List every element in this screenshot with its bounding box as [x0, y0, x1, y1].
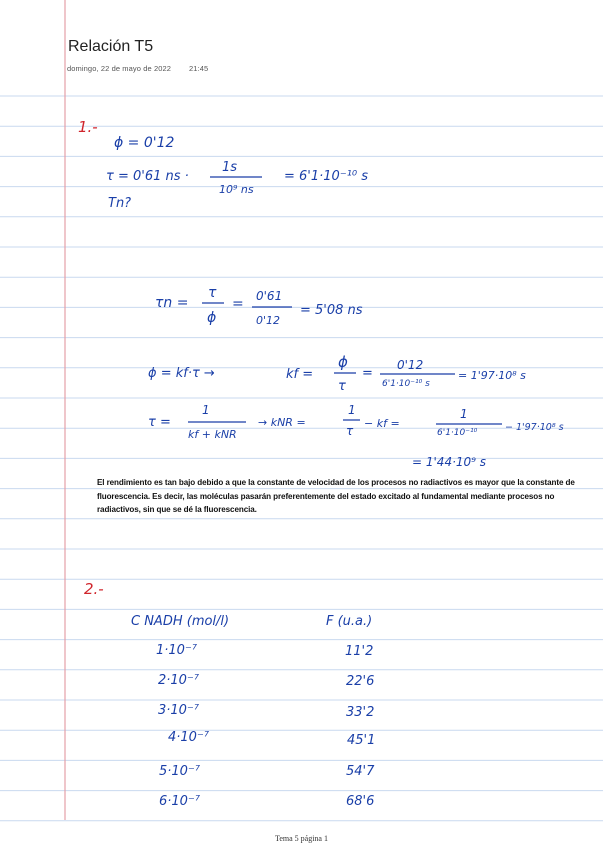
data-table	[156, 643, 375, 809]
row-4-fluorescence: 45'1	[347, 733, 376, 748]
kf-frac2-den: 6'1·10⁻¹⁰ s	[382, 379, 430, 389]
tau-lhs: τ = 0'61 ns ·	[106, 169, 189, 184]
page-date: domingo, 22 de mayo de 2022	[67, 64, 172, 73]
row-3-fluorescence: 33'2	[346, 705, 375, 720]
knr-frac2-den: τ	[346, 424, 354, 438]
row-2-concentration: 2·10⁻⁷	[158, 673, 200, 688]
exercise-2-number: 2.-	[84, 580, 104, 598]
row-6-fluorescence: 68'6	[346, 794, 375, 809]
knr-frac1-num: 1	[202, 403, 210, 417]
kf-rhs: = 1'97·10⁸ s	[458, 369, 526, 382]
knr-result: = 1'44·10⁹ s	[412, 455, 487, 469]
knr-lhs: τ =	[148, 415, 171, 430]
knr-mid: → kNR =	[258, 416, 306, 429]
tau-frac-den: 10⁹ ns	[219, 183, 254, 196]
tn-frac2-den: 0'12	[256, 314, 281, 327]
page-title: Relación T5	[68, 38, 154, 55]
page-footer: Tema 5 página 1	[275, 834, 328, 843]
knr-frac3-den: 6'1·10⁻¹⁰	[437, 428, 478, 438]
tn-eq: =	[232, 296, 244, 312]
tn-frac1-den: ϕ	[207, 310, 217, 326]
page-time: 21:45	[189, 64, 209, 73]
kf-frac2-num: 0'12	[397, 358, 424, 372]
table-header-fluorescence: F (u.a.)	[326, 614, 373, 629]
row-5-concentration: 5·10⁻⁷	[159, 764, 201, 779]
kf-frac1-num: ϕ	[338, 353, 348, 371]
kf-lhs: ϕ = kf·τ →	[148, 366, 215, 381]
tau-rhs: = 6'1·10⁻¹⁰ s	[284, 169, 369, 184]
tau-frac-num: 1s	[222, 160, 238, 175]
row-5-fluorescence: 54'7	[346, 764, 375, 779]
phi-value: ϕ = 0'12	[114, 135, 175, 151]
tn-rhs: = 5'08 ns	[300, 303, 363, 318]
kf-eq: =	[362, 366, 373, 381]
row-6-concentration: 6·10⁻⁷	[159, 794, 201, 809]
knr-rhs: − 1'97·10⁸ s	[505, 422, 564, 433]
exercise-1-number: 1.-	[78, 118, 98, 136]
knr-frac1-den: kf + kNR	[188, 428, 237, 441]
row-3-concentration: 3·10⁻⁷	[158, 703, 200, 718]
knr-frac2-num: 1	[348, 403, 356, 417]
explanation-paragraph: El rendimiento es tan bajo debido a que la constante de velocidad de los procesos no radiactivos es mayor que la constante de fluorescencia. Es decir, las moléculas pasarán preferentemente del estado excitado al fundamental mediante procesos no radiactivos, sin que se dé la fluorescencia.	[97, 478, 575, 514]
kf-mid: kf =	[286, 367, 314, 382]
row-2-fluorescence: 22'6	[346, 674, 375, 689]
tn-question: Tn?	[108, 196, 132, 211]
row-4-concentration: 4·10⁻⁷	[168, 730, 210, 745]
row-1-concentration: 1·10⁻⁷	[156, 643, 198, 658]
row-1-fluorescence: 11'2	[345, 644, 374, 659]
tn-frac2-num: 0'61	[256, 289, 283, 303]
knr-frac3-num: 1	[460, 407, 468, 421]
tn-lhs: τn =	[155, 295, 189, 311]
knr-mid2: − kf =	[364, 417, 400, 430]
table-header-concentration: C NADH (mol/l)	[131, 614, 230, 629]
tn-frac1-num: τ	[208, 285, 217, 301]
kf-frac1-den: τ	[338, 379, 346, 394]
